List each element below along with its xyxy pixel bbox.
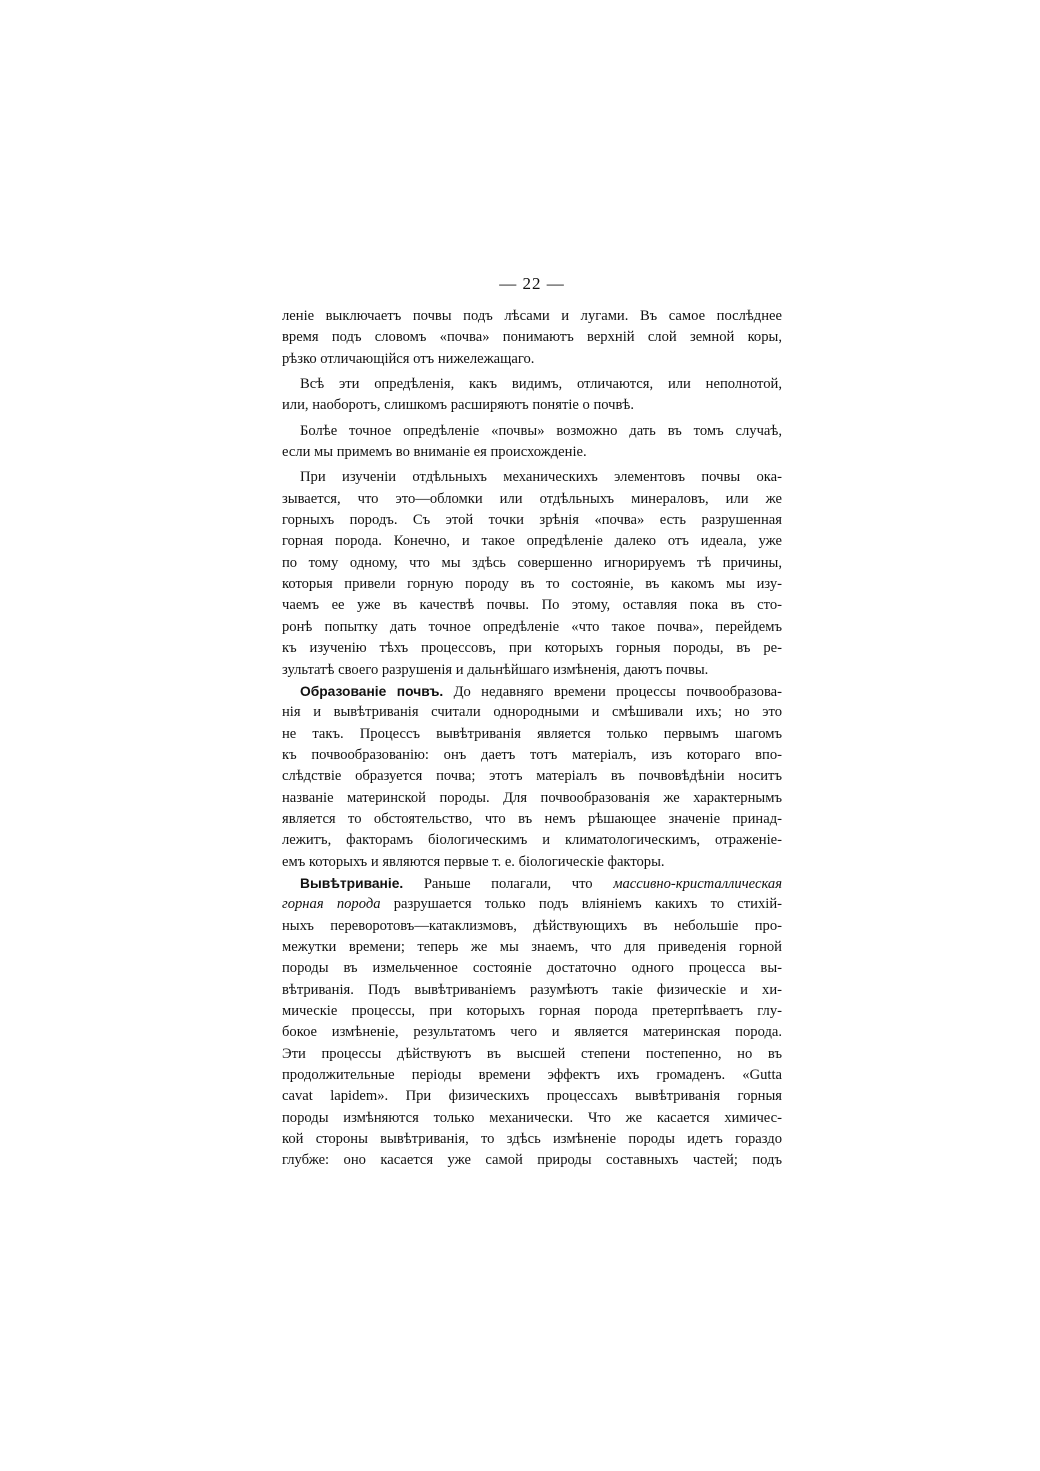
text-line [282, 349, 782, 370]
text-line [282, 489, 782, 510]
text-line [282, 421, 782, 442]
body-text [282, 306, 782, 1172]
text-line [282, 660, 782, 681]
text-run: продолжительные періоды времени эффектъ ихъ громаденъ. «Gutta [282, 1067, 782, 1084]
text-line [282, 638, 782, 659]
text-line [282, 595, 782, 616]
text-line [282, 894, 782, 915]
text-run: лежитъ, факторамъ біологическимъ и климатологическимъ, отраженіе- [282, 832, 782, 849]
text-run: горныхъ породъ. Съ этой точки зрѣнія «почва» есть разрушенная [282, 512, 782, 529]
text-line [282, 1065, 782, 1086]
text-line [282, 395, 782, 416]
text-run: горная порода. Конечно, и такое опредѣленіе далеко отъ идеала, уже [282, 533, 782, 550]
text-line [282, 852, 782, 873]
text-line [282, 681, 782, 702]
text-run: зультатѣ своего разрушенія и дальнѣйшаго измѣненія, даютъ почвы. [282, 661, 709, 678]
text-line [282, 1108, 782, 1129]
text-run: вѣтриванія. Подъ вывѣтриваніемъ разумѣютъ такіе физическіе и хи- [282, 981, 782, 998]
text-line [282, 1150, 782, 1171]
text-line [282, 937, 782, 958]
text-run: Эти процессы дѣйствуютъ въ высшей степени постепенно, но въ [282, 1045, 782, 1062]
page-number: — 22 — [499, 274, 565, 293]
text-run: является то обстоятельство, что въ немъ рѣшающее значеніе принад- [282, 810, 782, 827]
text-run: чаемъ ее уже въ качествѣ почвы. По этому, оставляя пока въ сто- [282, 597, 782, 614]
text-run: зывается, что это—обломки или отдѣльныхъ минераловъ, или же [282, 490, 782, 507]
text-line [282, 1001, 782, 1022]
text-run: леніе выключаетъ почвы подъ лѣсами и лугами. Въ самое послѣднее [282, 308, 782, 324]
text-run: мическіе процессы, при которыхъ горная порода претерпѣваетъ глу- [282, 1003, 782, 1019]
text-line [282, 1086, 782, 1107]
text-run: емъ которыхъ и являются первые т. е. біологическіе факторы. [282, 853, 665, 870]
text-line [282, 306, 782, 327]
text-line [282, 553, 782, 574]
text-line [282, 617, 782, 638]
text-line [282, 980, 782, 1001]
text-line [282, 724, 782, 745]
text-run: межутки времени; теперь же мы знаемъ, что для приведенія горной [282, 938, 782, 955]
text-run: До недавняго времени процессы почвообразова- [443, 683, 782, 700]
text-run: названіе материнской породы. Для почвообразованія же характернымъ [282, 789, 782, 806]
text-line [282, 788, 782, 809]
text-run: нія и вывѣтриванія считали однородными и смѣшивали ихъ; но это [282, 704, 782, 721]
text-run: Раньше полагали, что [403, 875, 614, 892]
text-run: При изученіи отдѣльныхъ механическихъ элементовъ почвы ока- [300, 469, 782, 486]
text-run: разрушается только подъ вліяніемъ какихъ то стихій- [380, 896, 782, 913]
text-run: къ почвообразованію: онъ даетъ тотъ матеріалъ, изъ котораго впо- [282, 746, 782, 763]
section-heading: Вывѣтриваніе. [300, 875, 404, 891]
text-run: время подъ словомъ «почва» понимаютъ верхній слой земной коры, [282, 329, 782, 346]
text-line [282, 958, 782, 979]
text-line [282, 327, 782, 348]
text-run: которыя привели горную породу въ то состояніе, въ какомъ мы изу- [282, 576, 782, 593]
text-run: ронѣ попытку дать точное опредѣленіе «что такое почва», перейдемъ [282, 618, 782, 635]
section-heading: Образованіе почвъ. [300, 683, 444, 699]
text-line [282, 574, 782, 595]
text-run: ныхъ переворотовъ—катаклизмовъ, дѣйствующихъ въ небольшіе про- [282, 917, 782, 934]
text-line [282, 766, 782, 787]
text-run: породы въ измельченное состояніе достаточно одного процесса вы- [282, 960, 782, 977]
italic-term: горная порода [282, 896, 381, 913]
text-line [282, 1044, 782, 1065]
text-run: глубже: оно касается уже самой природы составныхъ частей; подъ [282, 1152, 782, 1169]
text-line [282, 916, 782, 937]
text-run: по тому одному, что мы здѣсь совершенно игнорируемъ тѣ причины, [282, 554, 782, 571]
text-run: не такъ. Процессъ вывѣтриванія является только первымъ шагомъ [282, 725, 782, 742]
text-line [282, 442, 782, 463]
text-run: или, наоборотъ, слишкомъ расширяютъ понятіе о почвѣ. [282, 397, 634, 414]
page-text [282, 272, 782, 1172]
text-line [282, 745, 782, 766]
text-line [282, 830, 782, 851]
text-line [282, 702, 782, 723]
text-line [282, 809, 782, 830]
text-line [282, 531, 782, 552]
text-line [282, 467, 782, 488]
text-run: слѣдствіе образуется почва; этотъ матеріалъ въ почвовѣдѣніи носитъ [282, 768, 782, 785]
text-run: кой стороны вывѣтриванія, то здѣсь измѣненіе породы идетъ гораздо [282, 1131, 782, 1148]
text-run: Всѣ эти опредѣленія, какъ видимъ, отличаются, или неполнотой, [300, 376, 782, 393]
text-run: породы измѣняются только механически. Что же касается химичес- [282, 1109, 782, 1126]
text-line [282, 1022, 782, 1043]
text-run: Болѣе точное опредѣленіе «почвы» возможно дать въ томъ случаѣ, [300, 422, 782, 439]
text-line [282, 374, 782, 395]
text-run: cavat lapidem». При физическихъ процессахъ вывѣтриванія горныя [282, 1088, 782, 1105]
text-run: къ изученію тѣхъ процессовъ, при которыхъ горныя породы, въ ре- [282, 640, 782, 657]
italic-term: массивно-кристаллическая [613, 875, 782, 892]
text-run: рѣзко отличающійся отъ нижележащаго. [282, 350, 535, 367]
text-run: бокое измѣненіе, результатомъ чего и является материнская порода. [282, 1024, 782, 1041]
text-line [282, 1129, 782, 1150]
text-line [282, 510, 782, 531]
text-run: если мы примемъ во вниманіе ея происхожденіе. [282, 444, 587, 461]
text-line [282, 873, 782, 894]
